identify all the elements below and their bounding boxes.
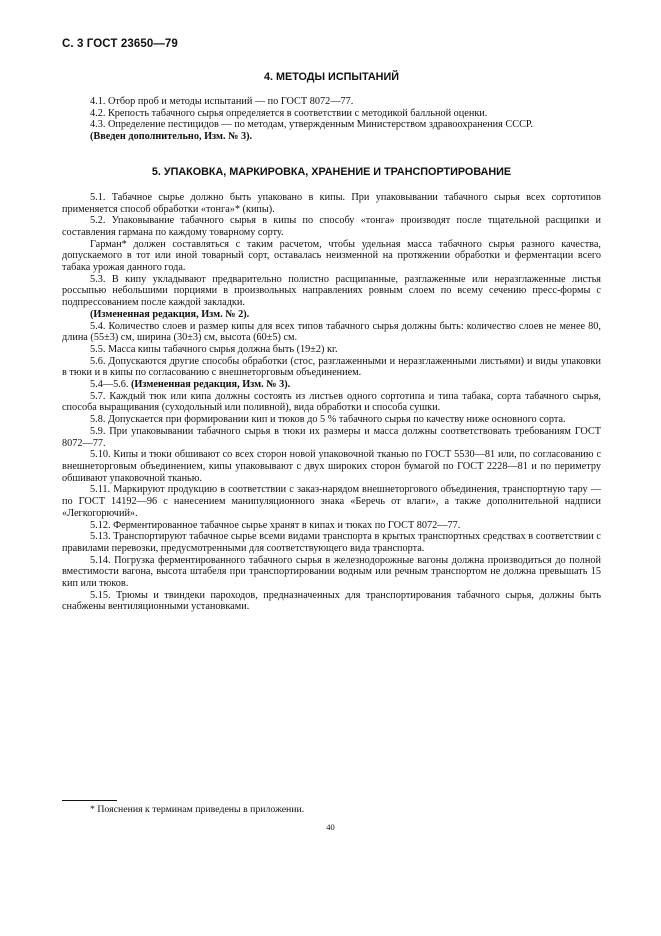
page-header: С. 3 ГОСТ 23650—79 bbox=[62, 38, 178, 50]
paragraph-5-6: 5.6. Допускаются другие способы обработки (стос, разглаженными и неразглаженными листьями) и виды упаковки в тюки и в кипы по согласованию с внешнеторговым объединением. bbox=[62, 355, 601, 379]
section-5-title: 5. УПАКОВКА, МАРКИРОВКА, ХРАНЕНИЕ И ТРАНСПОРТИРОВАНИЕ bbox=[151, 165, 512, 178]
paragraph-4-2: 4.2. Крепость табачного сырья определяется в соответствии с методикой балльной оценки. bbox=[90, 107, 488, 119]
paragraph-5-10: 5.10. Кипы и тюки обшивают со всех сторон новой упаковочной тканью по ГОСТ 5530—81 или, по согласованию с внешнеторговым объединением, кипы упаковывают с двух широких сторон бумагой по ГОСТ 2228—81 и по периметру обшивают упаковочной тканью. bbox=[62, 449, 601, 484]
paragraph-5-4-5-6 bbox=[62, 379, 601, 391]
paragraph-5-1: 5.1. Табачное сырье должно быть упаковано в кипы. При упаковывании табачного сырья всех сортотипов применяется способ обработки «тонга»* (кипы). bbox=[62, 191, 601, 215]
amendment-note-4: (Введен дополнительно, Изм. № 3). bbox=[90, 131, 253, 143]
paragraph-5-12: 5.12. Ферментированное табачное сырье хранят в кипах и тюках по ГОСТ 8072—77. bbox=[90, 519, 461, 531]
paragraph-5-4: 5.4. Количество слоев и размер кипы для всех типов табачного сырья должны быть: количество слоев не менее 80, длина (55±3) см, ширина (30±3) см, высота (60±5) см. bbox=[62, 320, 601, 344]
paragraph-4-3: 4.3. Определение пестицидов — по методам, утвержденным Министерством здравоохранения СССР. bbox=[90, 119, 533, 131]
paragraph-5-11: 5.11. Маркируют продукцию в соответствии с заказ-нарядом внешнеторгового объединения, транспортную тару — по ГОСТ 14192—96 с нанесением манипуляционного знака «Беречь от влаги», а также дополнительной надписи «Легкогорючий». bbox=[62, 484, 601, 519]
paragraph-5-2-garman: Гарман* должен составляться с таким расчетом, чтобы удельная масса табачного сырья разного качества, допускаемого в тот или иной товарный сорт, оставалась неизменной на протяжении обработки и ферментации всего табака урожая данного года. bbox=[62, 238, 601, 274]
paragraph-5-13: 5.13. Транспортируют табачное сырье всеми видами транспорта в крытых транспортных средствах в соответствии с правилами перевозки, предусмотренными для соответствующего вида транспорта. bbox=[62, 531, 601, 554]
footnote: * Пояснения к терминам приведены в приложении. bbox=[90, 804, 305, 815]
amendment-note-5-3: (Измененная редакция, Изм. № 2). bbox=[90, 308, 250, 320]
page-body bbox=[62, 71, 601, 613]
paragraph-5-4-5-6-prefix: 5.4—5.6. bbox=[90, 379, 129, 391]
section-4-title: 4. МЕТОДЫ ИСПЫТАНИЙ bbox=[264, 71, 399, 83]
paragraph-5-9: 5.9. При упаковывании табачного сырья в тюки их размеры и масса должны соответствовать требованиям ГОСТ 8072—77. bbox=[62, 425, 601, 449]
paragraph-5-7: 5.7. Каждый тюк или кипа должны состоять из листьев одного сортотипа и типа табака, сорта табачного сырья, способа выращивания (суходольный или поливной), вида обработки и способа сушки. bbox=[62, 390, 601, 414]
paragraph-5-15: 5.15. Трюмы и твиндеки пароходов, предназначенных для транспортирования табачного сырья, должны быть снабжены вентиляционными установками. bbox=[62, 589, 601, 613]
paragraph-5-8: 5.8. Допускается при формировании кип и тюков до 5 % табачного сырья по качеству ниже основного сорта. bbox=[90, 414, 566, 426]
paragraph-5-14: 5.14. Погрузка ферментированного табачного сырья в железнодорожные вагоны должна производиться до полной вместимости вагона, высота штабеля при транспортировании водным или речным транспортом не должна превышать 15 кип или тюков. bbox=[62, 554, 601, 590]
paragraph-5-5: 5.5. Масса кипы табачного сырья должна быть (19±2) кг. bbox=[90, 343, 338, 355]
page-number: 40 bbox=[326, 822, 335, 832]
footnote-divider bbox=[62, 800, 117, 801]
paragraph-5-2: 5.2. Упаковывание табачного сырья в кипы по способу «тонга» производят после тщательной расщипки и составления гармана по каждому товарному сорту. bbox=[62, 215, 601, 238]
amendment-note-5-4-5-6: (Измененная редакция, Изм. № 3). bbox=[131, 379, 291, 391]
paragraph-5-3: 5.3. В кипу укладывают предварительно полистно расщипанные, разглаженные или неразглаженные листья россыпью небольшими порциями в произвольных направлениях ровным слоем по всему сечению пресс-формы с подпрессованием после каждой закладки. bbox=[62, 273, 601, 309]
paragraph-4-1: 4.1. Отбор проб и методы испытаний — по ГОСТ 8072—77. bbox=[90, 96, 354, 107]
